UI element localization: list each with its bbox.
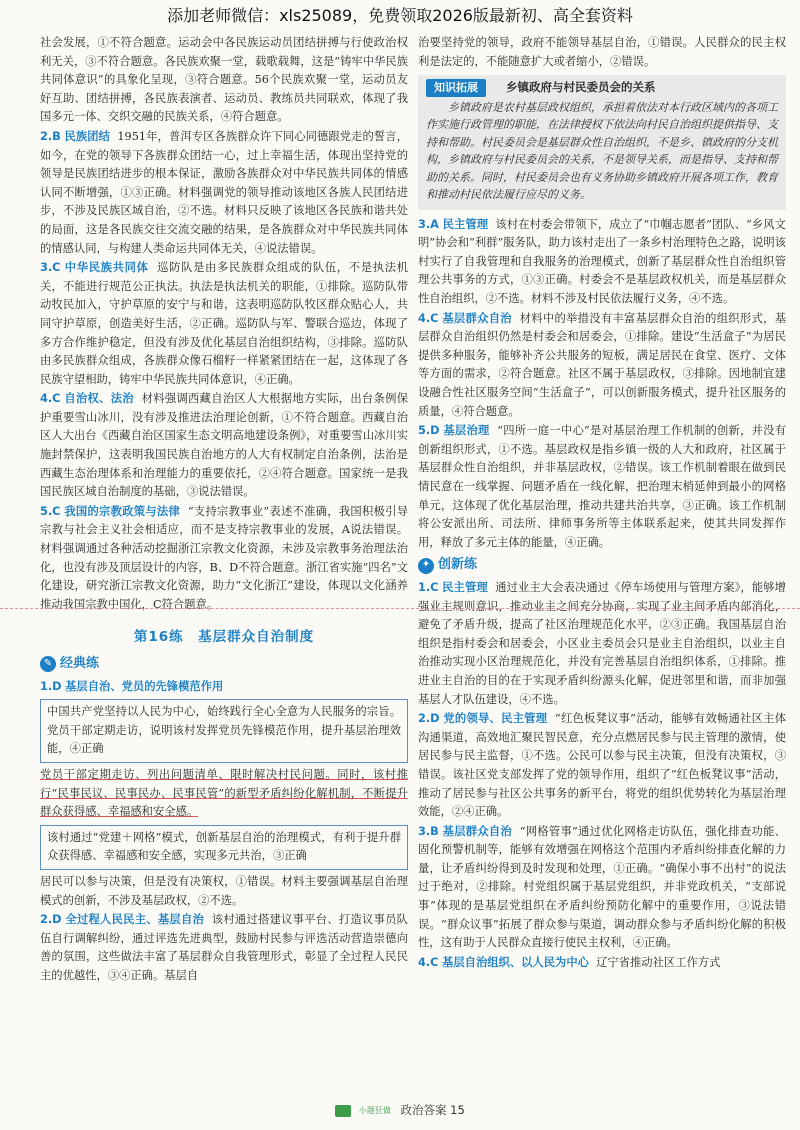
annotation-box: 该村通过“党建＋网格”模式，创新基层自治的治理模式，有利于提升群众获得感、幸福感和安全感，实现多元共治，③正确 [40,825,408,870]
knowledge-badge: 知识拓展 [426,79,486,97]
answer-item: 2.D 全过程人民民主、基层自治 该村通过搭建议事平台、打造议事员队伍自行调解纠纷，通过评选先进典型，鼓励村民参与评选活动营造崇德向善的氛围，这些做法丰富了基层群众自我管理形式，彰显了全过程人民民主的优越性，③④正确。基层自 [40,913,408,982]
answer-item: 1.C 民主管理 通过业主大会表决通过《停车场使用与管理方案》，能够增强业主规则意识，推动业主之间充分协商，实现了业主间矛盾内部消化，避免了矛盾升级，提高了社区治理规范化水平，②③正确。我国基层自治组织是指村委会和居委会，小区业主委员会只是业主自治组织，以业主自治推动实现小区治理规范化，并没有完善基层自治组织体系，①排除。推进业主自治的目的在于实现矛盾纠纷源头化解，促进邻里和谐，而非加强基层人才队伍建设，④不选。 [418,580,786,706]
answer-item: 4.C 基层自治组织、以人民为中心 辽宁省推动社区工作方式 [418,955,721,969]
paragraph: 居民可以参与决策，但是没有决策权，①错误。材料主要强调基层自治理模式的创新，不涉及基层政权，②不选。 [40,874,408,907]
section-heading: ✎ 经典练 [40,655,408,674]
answer-item: 3.A 民主管理 该村在村委会带领下，成立了“巾帼志愿者”团队、“乡风文明”协会和“利群”服务队，助力该村走出了一条乡村治理特色之路，说明该村实行了自我管理和自我服务的治理模式，创新了基层群众性自治组织管理公共事务的方式，①③正确。村委会不是基层政权机关，而是基层群众性自治组织，②不选。材料不涉及村民依法履行义务，④不选。 [418,217,786,306]
pencil-icon: ✎ [40,656,56,672]
paragraph: 治要坚持党的领导，政府不能领导基层自治，①错误。人民群众的民主权利是法定的，不能随意扩大或者缩小，②错误。 [418,36,786,68]
knowledge-header [426,79,778,97]
answer-item: 5.C 我国的宗教政策与法律 “支持宗教事业”表述不准确，我国积极引导宗教与社会主义社会相适应，而不是支持宗教事业的发展，A说法错误。材料强调通过各种活动挖掘浙江宗教文化资源，未涉及宗教事务治理法治化，也没有涉及顶层设计的内容，B、D不符合题意。浙江省实施“四名”文化建设，研究浙江宗教文化资源，助力“文化浙江”建设，体现以文化涵养推动我国宗教中国化，C符合题意。 [40,504,408,611]
knowledge-title: 乡镇政府与村民委员会的关系 [506,80,656,95]
answer-item: 2.D 党的领导、民主管理 “红色板凳议事”活动，能够有效畅通社区主体沟通渠道，高效地汇聚民智民意，充分点燃居民参与民主管理的激情，使居民参与民主监督，①不选。公民可以参与民主决策，但没有决策权，③错误。该社区党支部发挥了党的领导作用，组织了“红色板凳议事”活动，推动了居民参与社区公共事务的新平台，将党的组织优势转化为基层治理效能，②④正确。 [418,712,786,819]
answer-item: 5.D 基层治理 “四所一庭一中心”是对基层治理工作机制的创新，并没有创新组织形式，①不选。基层政权是指乡镇一级的人大和政府，社区属于基层群众性自治组织，并非基层政权，②错误。该工作机制着眼在做到民情民意在一线掌握、问题矛盾在一线化解，把治理末梢延伸到最小的网格单元，这体现了优化基层治理，推动共建共治共享，③正确。该工作机制将公安派出所、司法所、律师事务所等主体联系起来，使其共同发挥作用，释放了多元主体的能量，④正确。 [418,424,786,549]
section-heading: ✦ 创新练 [418,556,786,575]
answer-item: 3.C 中华民族共同体 巡防队是由多民族群众组成的队伍，不是执法机关，不能进行规范公正执法。执法是执法机关的职能，①排除。巡防队带动牧民加入，守护草原的安宁与和谐，这表明巡防队牧区群众贴心人，共同守护草原，创造美好生活，②正确。巡防队与军、警联合巡边，体现了多方合作维护稳定，但没有涉及优化基层自治组织结构，③排除。巡防队由多民族群众组成，各族群众像石榴籽一样紧紧团结在一起，这体现了各民族守望相助，铸牢中华民族共同体意识，④正确。 [40,261,408,386]
answer-item: 2.B 民族团结 1951年，普洱专区各族群众许下同心同德跟党走的誓言，如今，在党的领导下各族群众团结一心，过上幸福生活，体现出坚持党的领导是民族团结进步的根本保证，激励各族群众对中华民族共同体的情感认同不断增强，①③正确。材料强调党的领导推动该地区各族人民团结进步，不涉及民族区域自治，②不选。材料只反映了该地区各民族和谐共处的局面，这是各民族交往交流交融的结果，是各族群众对中华民族共同体的情感认同，与构建人类命运共同体无关，④说法错误。 [40,129,408,255]
paragraph: 党员干部定期走访、列出问题清单、限时解决村民问题。同时，该村推行“民事民议、民事民办、民事民管”的新型矛盾纠纷化解机制，不断提升群众获得感、幸福感和安全感。 [40,767,408,819]
footer-logo-text: 小题狂做 [358,1106,391,1115]
answer-item: 4.C 基层群众自治 材料中的举措没有丰富基层群众自治的组织形式，基层群众自治组织仍然是村委会和居委会，①排除。建设“生活盒子”为居民提供多种服务，能够补齐公共服务的短板，满足居民在食堂、医疗、文体等方面的需求，②符合题意。社区不属于基层政权，③排除。因地制宜建设融合性社区服务空间“生活盒子”，可以创新服务模式，提升社区服务的质量，④符合题意。 [418,311,786,418]
left-column [40,34,408,1094]
page-banner: 添加老师微信：xls25089，免费领取2026版最新初、高全套资料 [167,6,633,25]
lightbulb-icon: ✦ [418,558,434,574]
footer-label: 政治答案 [400,1103,447,1117]
right-column [418,34,786,1094]
answer-item: 3.B 基层群众自治 “网格管事”通过优化网格走访队伍，强化排查功能、固化预警机制等，能够有效增强在网格这个范围内矛盾纠纷排查化解的力量，让矛盾纠纷得到及时发现和处理，①正确。“确保小事不出村”的说法过于绝对，②排除。村党组织属于基层党组织，并非党政机关，“支部说事”体现的是基层党组织在矛盾纠纷预防化解中的重要作用，③说法错误。“群众议事”拓展了群众参与渠道，调动群众参与矛盾纠纷化解的积极性，这有助于人民群众直接行使民主权利，④正确。 [418,824,786,950]
page-divider [0,608,800,609]
knowledge-body: 乡镇政府是农村基层政权组织，承担着依法对本行政区域内的各项工作实施行政管理的职能，在法律授权下依法向村民自治组织提供指导、支持和帮助。村民委员会是基层群众性自治组织，不是乡、镇政府的分支机构，乡镇政府与村民委员会的关系，不是领导关系，而是指导、支持和帮助的关系。同时，村民委员会也有义务协助乡镇政府开展各项工作，教育和推动村民依法履行应尽的义务。 [426,100,778,202]
knowledge-extension-box [418,75,786,210]
page-number: 15 [450,1103,465,1117]
annotation-box: 中国共产党坚持以人民为中心，始终践行全心全意为人民服务的宗旨。党员干部定期走访，说明该村发挥党员先锋模范作用，提升基层治理效能，④正确 [40,699,408,763]
page-footer [0,1102,800,1118]
answer-item: 1.D 基层自治、党员的先锋模范作用 [40,679,224,693]
paragraph: 社会发展，①不符合题意。运动会中各民族运动员团结拼搏与行使政治权利无关，③不符合题意。各民族欢聚一堂，载歌载舞，这是“铸牢中华民族共同体意识”的具象化呈现，③符合题意。56个民族欢聚一堂，运动员友好互助、团结拼搏，各民族表演者、运动员、教练员共同联欢，体现了我国多元一体、交织交融的民族关系，④符合题意。 [40,36,408,124]
answer-item: 4.C 自治权、法治 材料强调西藏自治区人大根据地方实际，出台条例保护重要雪山冰川，没有涉及推进法治理论创新，①不符合题意。西藏自治区人大出台《西藏自治区国家生态文明高地建设条例》，对重要雪山冰川实施封禁保护，这表明我国民族自治地方的人大有权制定自治条例，法治是西藏生态治理体系和治理能力的重要依托，②④符合题意。国家统一是我国民族区域自治制度的基础，③说法错误。 [40,392,408,499]
chapter-title: 第16练 基层群众自治制度 [133,629,315,646]
book-logo-icon [335,1105,351,1117]
